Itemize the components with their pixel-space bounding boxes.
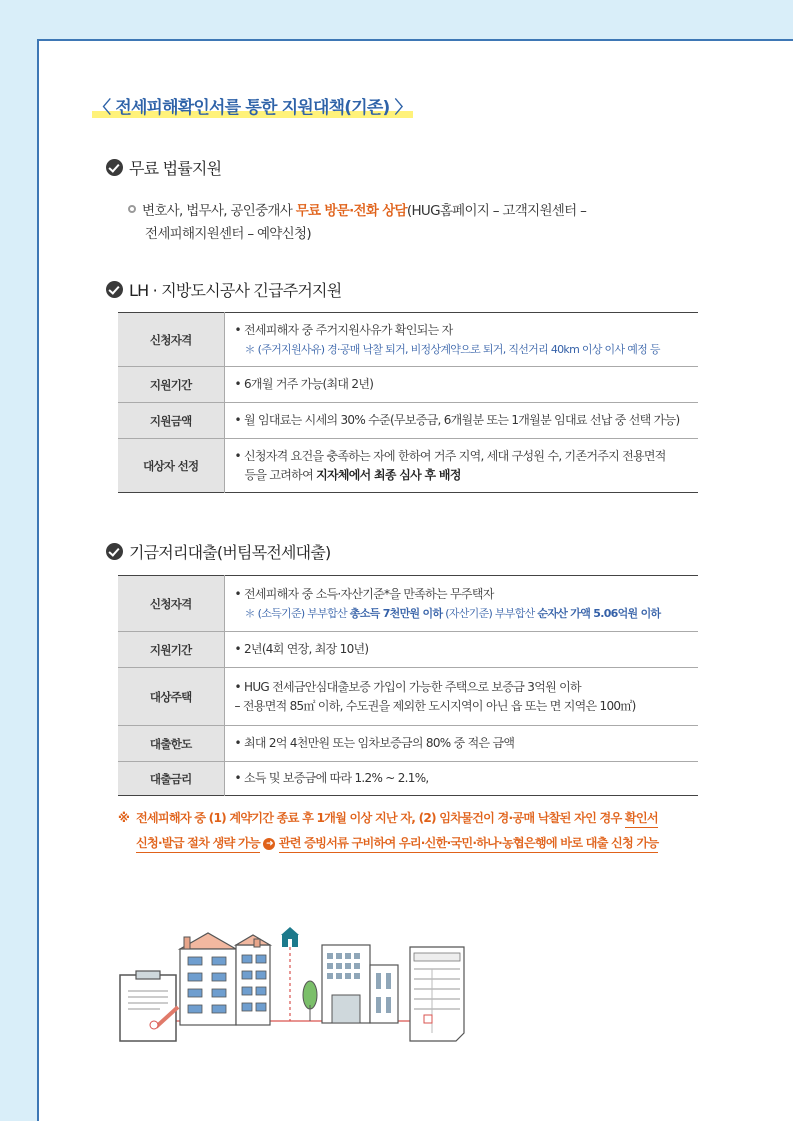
row-content: • 2년(4회 연장, 최장 10년) [224, 632, 698, 668]
row-content [224, 576, 698, 632]
row-label: 대상자 선정 [118, 439, 224, 493]
text: • 신청자격 요건을 충족하는 자에 한하여 거주 지역, 세대 구성원 수, 기존거주지 전용면적 [234, 448, 666, 463]
document-icon [410, 947, 464, 1041]
row-label: 지원기간 [118, 632, 224, 668]
row-content: • 최대 2억 4천만원 또는 임차보증금의 80% 중 적은 금액 [224, 726, 698, 762]
row-content [224, 668, 698, 726]
loan-table [118, 575, 698, 796]
text: 등을 고려하여 [244, 467, 317, 482]
text-line [235, 466, 691, 485]
arrow-right-icon: ➜ [263, 838, 275, 850]
row-content [224, 313, 698, 367]
text: • 전세피해자 중 소득·자산기준*을 만족하는 무주택자 [234, 586, 494, 601]
tree-icon [303, 981, 317, 1021]
section-lh-housing-header [106, 278, 341, 301]
table-row [118, 726, 698, 762]
table-row [118, 313, 698, 367]
row-content: • 6개월 거주 가능(최대 2년) [224, 367, 698, 403]
bold-text: 총소득 7천만원 이하 [349, 606, 443, 620]
underlined-text: 신청·발급 절차 생략 가능 [136, 836, 260, 853]
check-circle-icon [106, 281, 123, 298]
bold-text: 지자체에서 최종 심사 후 배정 [316, 467, 461, 482]
note-mark: ※ [118, 811, 130, 825]
row-content: • 소득 및 보증금에 따라 1.2% ~ 2.1%, [234, 771, 429, 785]
section-title: 기금저리대출(버팀목전세대출) [129, 543, 331, 562]
row-label: 대출금리 [118, 762, 224, 796]
text: • HUG 전세금안심대출보증 가입이 가능한 주택으로 보증금 3억원 이하 [234, 679, 581, 694]
table-row [118, 439, 698, 493]
row-label: 신청자격 [118, 313, 224, 367]
note-text [235, 604, 691, 623]
text: – 전용면적 85㎡ 이하, 수도권을 제외한 도시지역이 아닌 읍 또는 면 지역은 100㎡) [234, 698, 636, 713]
text: ＊ (소득기준) 부부합산 [244, 606, 350, 620]
bullet-ring-icon [128, 205, 136, 213]
footnote-line1 [118, 806, 658, 831]
house-marker-icon [281, 927, 299, 947]
table-row [118, 576, 698, 632]
table-row [118, 668, 698, 726]
note-text: ＊ (주거지원사유) 경·공매 낙찰 퇴거, 비정상계약으로 퇴거, 직선거리 40km 이상 이사 예정 등 [244, 342, 660, 356]
underlined-text: 확인서 [625, 811, 658, 828]
highlight-text: 무료 방문·전화 상담 [295, 203, 407, 219]
lh-housing-table [118, 312, 698, 493]
apartment-icon [180, 933, 270, 1025]
text: (HUG홈페이지 – 고객지원센터 – [406, 203, 587, 219]
text: (자산기준) 부부합산 [442, 606, 538, 620]
section-title: 무료 법률지원 [129, 159, 222, 178]
main-title: 〈 전세피해확인서를 통한 지원대책(기존) 〉 [92, 93, 413, 118]
section-loan-header [106, 540, 330, 563]
text: • 전세피해자 중 주거지원사유가 확인되는 자 [234, 322, 453, 337]
legal-support-line2: 전세피해지원센터 – 예약신청) [145, 226, 311, 242]
row-label: 대상주택 [118, 668, 224, 726]
underlined-text: 관련 증빙서류 구비하여 우리·신한·국민·하나·농협은행에 바로 대출 신청 가능 [279, 836, 659, 853]
footnote [118, 806, 658, 856]
bold-text: 순자산 가액 5.06억원 이하 [537, 606, 661, 620]
clipboard-icon [120, 971, 178, 1041]
text: 전세피해자 중 (1) 계약기간 종료 후 1개월 이상 지난 자, (2) 임차물건이 경·공매 낙찰된 자인 경우 [135, 811, 625, 825]
check-circle-icon [106, 159, 123, 176]
housing-illustration [112, 925, 472, 1050]
office-building-icon [322, 945, 398, 1023]
row-label: 지원기간 [118, 367, 224, 403]
section-title: LH · 지방도시공사 긴급주거지원 [129, 281, 342, 300]
table-row [118, 632, 698, 668]
table-row [118, 403, 698, 439]
table-row [118, 762, 698, 796]
check-circle-icon [106, 543, 123, 560]
legal-support-line1 [128, 199, 586, 223]
text: 변호사, 법무사, 공인중개사 [142, 203, 296, 219]
table-row [118, 367, 698, 403]
row-label: 지원금액 [118, 403, 224, 439]
row-label: 대출한도 [118, 726, 224, 762]
row-label: 신청자격 [118, 576, 224, 632]
footnote-line2 [118, 831, 658, 856]
section-legal-support-header [106, 156, 221, 179]
row-content [224, 439, 698, 493]
row-content: • 월 임대료는 시세의 30% 수준(무보증금, 6개월분 또는 1개월분 임대료 선납 중 선택 가능) [224, 403, 698, 439]
